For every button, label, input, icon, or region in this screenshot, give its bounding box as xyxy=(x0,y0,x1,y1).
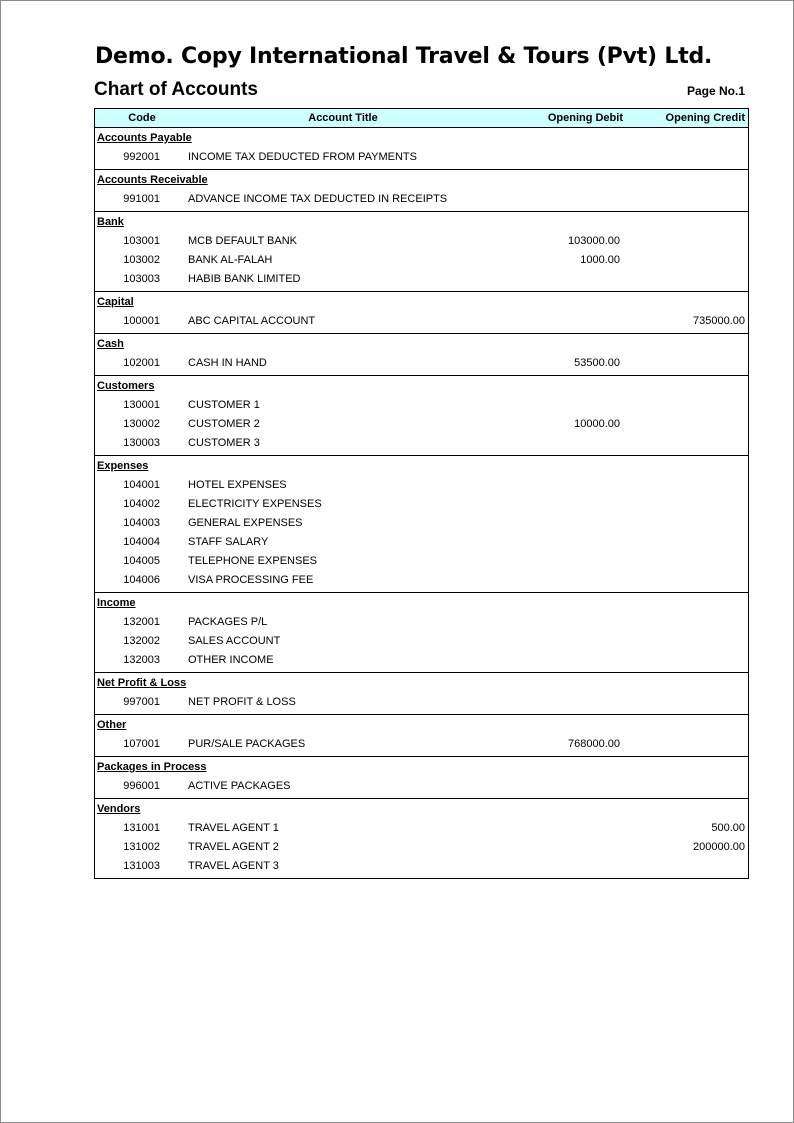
account-code: 992001 xyxy=(123,151,160,163)
account-title: CASH IN HAND xyxy=(188,357,267,369)
column-header-code: Code xyxy=(128,112,156,124)
table-row xyxy=(95,533,748,552)
account-group xyxy=(95,592,748,672)
spacer xyxy=(160,251,188,270)
opening-credit xyxy=(620,190,748,209)
account-title: CUSTOMER 1 xyxy=(188,399,260,411)
opening-credit xyxy=(620,251,748,270)
opening-credit xyxy=(620,613,748,632)
page-number: Page No.1 xyxy=(686,84,745,98)
spacer xyxy=(160,514,188,533)
account-group-name: Packages in Process xyxy=(97,761,207,773)
account-code: 997001 xyxy=(123,696,160,708)
opening-debit xyxy=(510,857,620,876)
opening-credit: 500.00 xyxy=(711,822,745,834)
spacer xyxy=(160,777,188,796)
opening-credit: 735000.00 xyxy=(693,315,745,327)
account-title: TRAVEL AGENT 2 xyxy=(188,841,279,853)
account-group-name: Accounts Payable xyxy=(97,132,192,144)
account-code: 104002 xyxy=(123,498,160,510)
spacer xyxy=(160,354,188,373)
account-title: STAFF SALARY xyxy=(188,536,269,548)
account-code: 104004 xyxy=(123,536,160,548)
opening-debit xyxy=(510,312,620,331)
opening-credit xyxy=(620,415,748,434)
account-title: BANK AL-FALAH xyxy=(188,254,273,266)
spacer xyxy=(160,632,188,651)
account-title: GENERAL EXPENSES xyxy=(188,517,303,529)
account-group xyxy=(95,291,748,333)
account-title: ACTIVE PACKAGES xyxy=(188,780,291,792)
spacer xyxy=(160,838,188,857)
opening-debit xyxy=(510,476,620,495)
account-title: ADVANCE INCOME TAX DEDUCTED IN RECEIPTS xyxy=(188,193,448,205)
opening-debit: 1000.00 xyxy=(580,254,620,266)
opening-credit xyxy=(620,533,748,552)
table-row xyxy=(95,613,748,632)
account-code: 132001 xyxy=(123,616,160,628)
opening-credit xyxy=(620,495,748,514)
opening-credit xyxy=(620,434,748,453)
account-group xyxy=(95,672,748,714)
company-name: Demo. Copy International Travel & Tours (Pvt) Ltd. xyxy=(95,44,713,69)
spacer xyxy=(160,396,188,415)
opening-credit xyxy=(620,148,748,167)
account-code: 131002 xyxy=(123,841,160,853)
account-code: 102001 xyxy=(123,357,160,369)
account-title: TELEPHONE EXPENSES xyxy=(188,555,317,567)
opening-credit xyxy=(620,476,748,495)
opening-credit: 200000.00 xyxy=(693,841,745,853)
account-group xyxy=(95,211,748,291)
table-row xyxy=(95,651,748,670)
table-row xyxy=(95,232,748,251)
account-group xyxy=(95,169,748,211)
table-body xyxy=(95,128,748,878)
account-group xyxy=(95,798,748,878)
opening-debit xyxy=(510,613,620,632)
account-title: HOTEL EXPENSES xyxy=(188,479,287,491)
opening-credit xyxy=(620,232,748,251)
opening-debit: 10000.00 xyxy=(574,418,620,430)
table-row xyxy=(95,552,748,571)
spacer xyxy=(160,651,188,670)
opening-debit xyxy=(510,552,620,571)
account-group-name: Customers xyxy=(97,380,155,392)
spacer xyxy=(160,476,188,495)
opening-debit xyxy=(510,533,620,552)
account-group-name: Net Profit & Loss xyxy=(97,677,187,689)
account-code: 100001 xyxy=(123,315,160,327)
account-code: 103001 xyxy=(123,235,160,247)
table-row xyxy=(95,148,748,167)
spacer xyxy=(160,232,188,251)
table-row xyxy=(95,777,748,796)
opening-credit xyxy=(620,552,748,571)
account-group xyxy=(95,375,748,455)
opening-debit xyxy=(510,514,620,533)
account-group-name: Bank xyxy=(97,216,124,228)
spacer xyxy=(160,857,188,876)
account-code: 103002 xyxy=(123,254,160,266)
account-code: 131003 xyxy=(123,860,160,872)
account-code: 132002 xyxy=(123,635,160,647)
account-title: ELECTRICITY EXPENSES xyxy=(188,498,322,510)
opening-credit xyxy=(620,857,748,876)
table-row xyxy=(95,396,748,415)
account-code: 130002 xyxy=(123,418,160,430)
column-header-opening-debit: Opening Debit xyxy=(547,112,623,124)
report-title: Chart of Accounts xyxy=(94,79,258,100)
account-group xyxy=(95,756,748,798)
account-group-name: Income xyxy=(97,597,136,609)
spacer xyxy=(160,735,188,754)
opening-credit xyxy=(620,354,748,373)
spacer xyxy=(160,270,188,289)
account-title: PUR/SALE PACKAGES xyxy=(188,738,306,750)
column-header-opening-credit: Opening Credit xyxy=(665,112,745,124)
opening-debit: 53500.00 xyxy=(574,357,620,369)
table-row xyxy=(95,312,748,331)
account-code: 130001 xyxy=(123,399,160,411)
opening-debit xyxy=(510,838,620,857)
opening-credit xyxy=(620,632,748,651)
opening-debit xyxy=(510,632,620,651)
opening-credit xyxy=(620,396,748,415)
account-code: 991001 xyxy=(123,193,160,205)
account-title: HABIB BANK LIMITED xyxy=(188,273,301,285)
account-title: ABC CAPITAL ACCOUNT xyxy=(188,315,316,327)
account-title: CUSTOMER 2 xyxy=(188,418,260,430)
table-row xyxy=(95,251,748,270)
spacer xyxy=(160,434,188,453)
table-row xyxy=(95,838,748,857)
account-group-name: Expenses xyxy=(97,460,149,472)
opening-credit xyxy=(620,693,748,712)
opening-credit xyxy=(620,777,748,796)
account-code: 130003 xyxy=(123,437,160,449)
account-code: 104005 xyxy=(123,555,160,567)
opening-debit xyxy=(510,148,620,167)
table-row xyxy=(95,571,748,590)
table-row xyxy=(95,819,748,838)
spacer xyxy=(160,693,188,712)
spacer xyxy=(160,613,188,632)
account-group-name: Accounts Receivable xyxy=(97,174,208,186)
table-row xyxy=(95,190,748,209)
table-row xyxy=(95,415,748,434)
table-row xyxy=(95,735,748,754)
account-title: MCB DEFAULT BANK xyxy=(188,235,298,247)
opening-credit xyxy=(620,514,748,533)
account-group xyxy=(95,455,748,592)
account-title: TRAVEL AGENT 3 xyxy=(188,860,279,872)
spacer xyxy=(160,148,188,167)
opening-debit: 103000.00 xyxy=(568,235,620,247)
table-row xyxy=(95,693,748,712)
account-code: 103003 xyxy=(123,273,160,285)
account-title: SALES ACCOUNT xyxy=(188,635,281,647)
table-header xyxy=(94,108,749,128)
spacer xyxy=(160,552,188,571)
spacer xyxy=(160,495,188,514)
opening-debit xyxy=(510,190,620,209)
account-code: 107001 xyxy=(123,738,160,750)
spacer xyxy=(160,571,188,590)
column-header-account-title: Account Title xyxy=(308,112,378,124)
table-row xyxy=(95,632,748,651)
account-group xyxy=(95,333,748,375)
table-row xyxy=(95,354,748,373)
account-code: 104006 xyxy=(123,574,160,586)
account-group-name: Cash xyxy=(97,338,124,350)
opening-debit xyxy=(510,777,620,796)
account-group-name: Vendors xyxy=(97,803,141,815)
account-group xyxy=(95,128,748,169)
opening-credit xyxy=(620,571,748,590)
account-title: INCOME TAX DEDUCTED FROM PAYMENTS xyxy=(188,151,417,163)
account-code: 104001 xyxy=(123,479,160,491)
account-group xyxy=(95,714,748,756)
opening-debit xyxy=(510,819,620,838)
opening-credit xyxy=(620,651,748,670)
opening-debit xyxy=(510,693,620,712)
spacer xyxy=(160,415,188,434)
spacer xyxy=(160,533,188,552)
account-title: PACKAGES P/L xyxy=(188,616,268,628)
table-row xyxy=(95,434,748,453)
account-title: CUSTOMER 3 xyxy=(188,437,260,449)
opening-debit xyxy=(510,571,620,590)
account-title: OTHER INCOME xyxy=(188,654,274,666)
opening-credit xyxy=(620,735,748,754)
spacer xyxy=(160,190,188,209)
account-code: 104003 xyxy=(123,517,160,529)
account-title: VISA PROCESSING FEE xyxy=(188,574,314,586)
opening-debit: 768000.00 xyxy=(568,738,620,750)
opening-debit xyxy=(510,270,620,289)
spacer xyxy=(160,312,188,331)
opening-debit xyxy=(510,495,620,514)
account-title: NET PROFIT & LOSS xyxy=(188,696,296,708)
account-code: 996001 xyxy=(123,780,160,792)
opening-debit xyxy=(510,434,620,453)
account-code: 132003 xyxy=(123,654,160,666)
account-group-name: Capital xyxy=(97,296,134,308)
account-group-name: Other xyxy=(97,719,127,731)
accounts-table xyxy=(94,108,749,879)
table-row xyxy=(95,495,748,514)
opening-debit xyxy=(510,396,620,415)
spacer xyxy=(160,819,188,838)
table-row xyxy=(95,514,748,533)
account-code: 131001 xyxy=(123,822,160,834)
opening-debit xyxy=(510,651,620,670)
table-row xyxy=(95,857,748,876)
table-row xyxy=(95,270,748,289)
account-title: TRAVEL AGENT 1 xyxy=(188,822,279,834)
opening-credit xyxy=(620,270,748,289)
table-row xyxy=(95,476,748,495)
